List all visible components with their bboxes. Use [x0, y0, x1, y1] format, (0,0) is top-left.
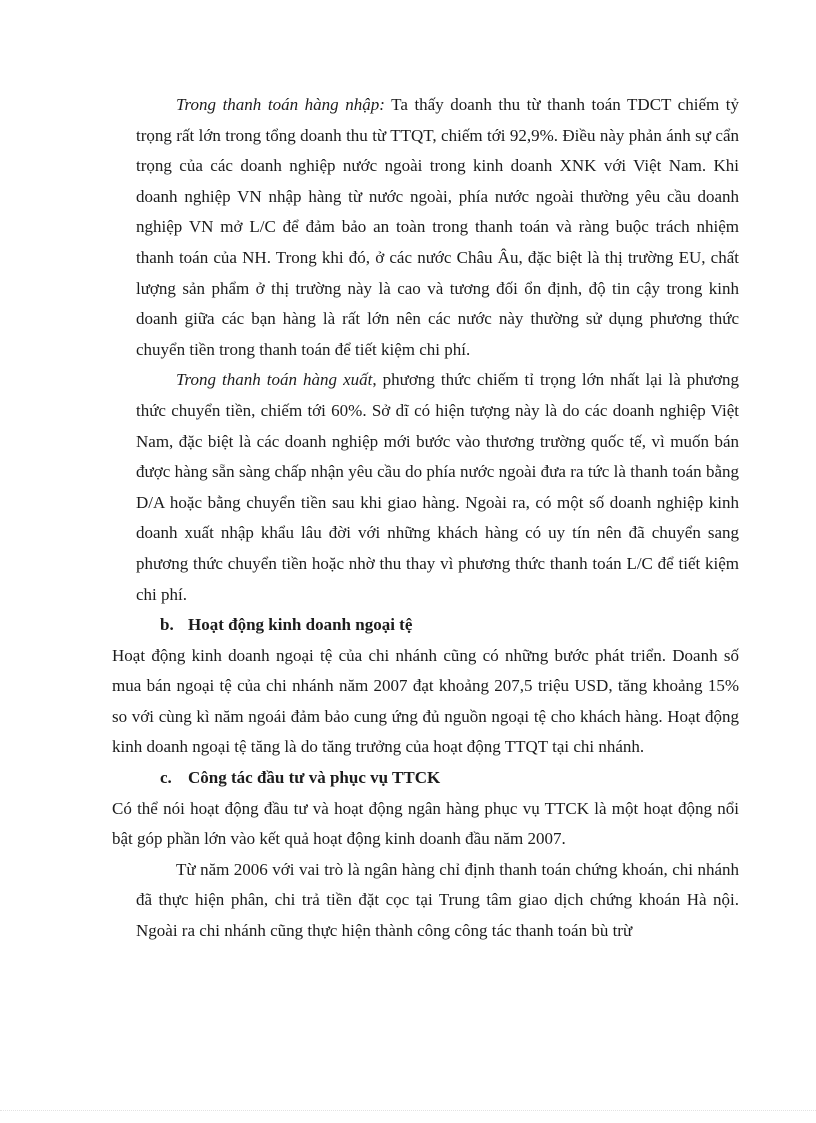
- paragraph-export-payment: [136, 365, 739, 610]
- paragraph-text: Ta thấy doanh thu từ thanh toán TDCT chiếm tỷ trọng rất lớn trong tổng doanh thu từ TTQT, chiếm tới 92,9%. Điều này phản ánh sự cẩn trọng của các doanh nghiệp nước ngoài trong kinh doanh XNK với Việt Nam. Khi doanh nghiệp VN nhập hàng từ nước ngoài, phía nước ngoài thường yêu cầu doanh nghiệp VN mở L/C để đảm bảo an toàn trong thanh toán và ràng buộc trách nhiệm thanh toán của NH. Trong khi đó, ở các nước Châu Âu, đặc biệt là thị trường EU, chất lượng sản phẩm ở thị trường này là cao và tương đối ổn định, độ tin cậy trong kinh doanh giữa các bạn hàng là rất lớn nên các nước này thường sử dụng phương thức chuyển tiền trong thanh toán để tiết kiệm chi phí.: [136, 95, 739, 359]
- paragraph-lead-italic: Trong thanh toán hàng xuất: [176, 370, 373, 390]
- paragraph-forex: Hoạt động kinh doanh ngoại tệ của chi nhánh cũng có những bước phát triển. Doanh số mua bán ngoại tệ của chi nhánh năm 2007 đạt khoảng 207,5 triệu USD, tăng khoảng 15% so với cùng kì năm ngoái đảm bảo cung ứng đủ nguồn ngoại tệ cho khách hàng. Hoạt động kinh doanh ngoại tệ tăng là do tăng trưởng của hoạt động TTQT tại chi nhánh.: [112, 645, 739, 757]
- heading-title: Hoạt động kinh doanh ngoại tệ: [188, 615, 413, 635]
- section-heading-c: [136, 763, 739, 794]
- paragraph-securities-payment: Từ năm 2006 với vai trò là ngân hàng chỉ định thanh toán chứng khoán, chi nhánh đã thực hiện phân, chi trả tiền đặt cọc tại Trung tâm giao dịch chứng khoán Hà nội. Ngoài ra chi nhánh cũng thực hiện thành công công tác thanh toán bù trừ: [136, 859, 739, 941]
- heading-title: Công tác đầu tư và phục vụ TTCK: [188, 768, 441, 788]
- paragraph-lead-italic: Trong thanh toán hàng nhập:: [176, 95, 385, 114]
- paragraph-import-payment: [136, 90, 739, 365]
- body-text: [112, 90, 740, 947]
- section-heading-b: [136, 610, 739, 641]
- paragraph-investment: Có thể nói hoạt động đầu tư và hoạt động ngân hàng phục vụ TTCK là một hoạt động nổi bật góp phần lớn vào kết quả hoạt động kinh doanh đầu năm 2007.: [112, 798, 739, 849]
- heading-marker: c.: [160, 768, 172, 788]
- page-bottom-divider: [0, 1110, 816, 1112]
- paragraph-text: , phương thức chiếm tỉ trọng lớn nhất lại là phương thức chuyển tiền, chiếm tới 60%. Sở dĩ có hiện tượng này là do các doanh nghiệp Việt Nam, đặc biệt là các doanh nghiệp mới bước vào thương trường quốc tế, vì muốn bán được hàng sẵn sàng chấp nhận yêu cầu do phía nước ngoài đưa ra tức là thanh toán bằng D/A hoặc bằng chuyển tiền sau khi giao hàng. Ngoài ra, có một số doanh nghiệp kinh doanh xuất nhập khẩu lâu đời với những khách hàng có uy tín nên đã chuyển sang phương thức chuyển tiền hoặc nhờ thu thay vì phương thức thanh toán L/C để tiết kiệm chi phí.: [136, 370, 740, 604]
- heading-marker: b.: [160, 615, 174, 635]
